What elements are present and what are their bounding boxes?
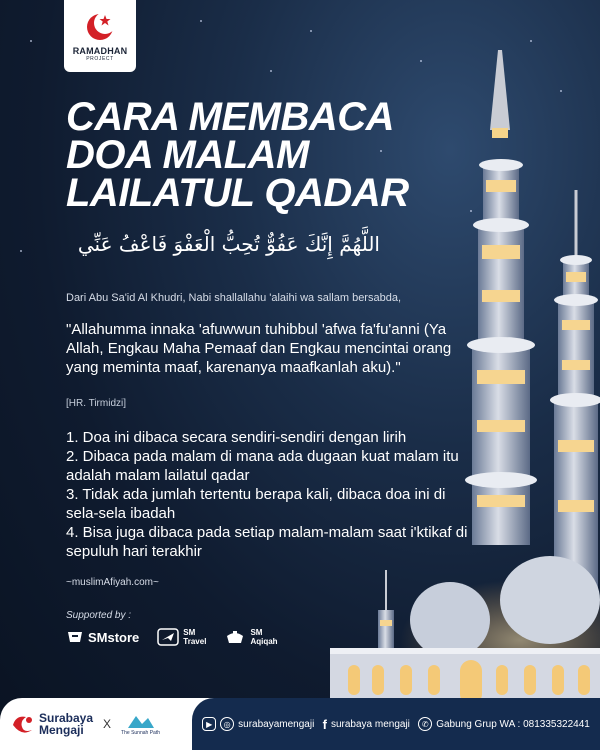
whatsapp-text: Gabung Grup WA : 081335322441 (436, 718, 590, 730)
social-handle: surabayamengaji (238, 718, 315, 730)
sponsor-name (250, 628, 277, 646)
sunnah-path-icon (126, 712, 156, 730)
surabaya-mengaji-text (39, 712, 93, 736)
social-youtube-instagram[interactable] (202, 717, 314, 731)
airplane-icon (157, 628, 179, 646)
sponsor-sm-travel[interactable] (157, 628, 206, 646)
step-item: 2. Dibaca pada malam di mana ada dugaan kuat malam itu adalah malam lailatul qadar (66, 448, 459, 484)
brand-line-2: Mengaji (39, 723, 84, 737)
surabaya-mengaji-logo[interactable] (10, 712, 93, 736)
sponsor-name-bottom: Aqiqah (250, 637, 278, 646)
whatsapp-icon: ✆ (418, 717, 432, 731)
brand-line-1: Surabaya (39, 711, 94, 725)
sponsor-smstore[interactable] (66, 630, 139, 645)
ramadhan-project-badge (64, 0, 136, 72)
pot-icon (224, 628, 246, 646)
youtube-icon: ▶ (202, 717, 216, 731)
sponsor-name-top: SM (183, 628, 196, 637)
sunnah-path-text (121, 730, 160, 736)
step-item: 4. Bisa juga dibaca pada setiap malam-malam saat i'ktikaf di sepuluh hari terakhir (66, 524, 468, 560)
hadith-source: [HR. Tirmidzi] (66, 398, 126, 409)
hadith-intro: Dari Abu Sa'id Al Khudri, Nabi shallallahu 'alaihi wa sallam bersabda, (66, 292, 402, 304)
footer-social-links (192, 698, 600, 750)
social-whatsapp[interactable] (418, 717, 590, 731)
crescent-moon-icon (83, 10, 117, 44)
partner-line-3: Path (149, 730, 160, 736)
sponsor-name-top: SM (250, 628, 263, 637)
sponsor-name: SMstore (88, 629, 140, 645)
step-item: 1. Doa ini dibaca secara sendiri-sendiri dengan lirih (66, 429, 407, 446)
footer-brands (10, 712, 160, 736)
footer-bar (0, 698, 600, 750)
partner-line-2: Sunnah (131, 730, 149, 736)
smstore-icon (66, 630, 84, 644)
step-item: 3. Tidak ada jumlah tertentu berapa kali, dibaca doa ini di sela-sela ibadah (66, 486, 446, 522)
badge-title: RAMADHAN (72, 46, 128, 56)
facebook-icon: f (322, 716, 327, 732)
instagram-icon: ◎ (220, 717, 234, 731)
supported-label: Supported by : (66, 610, 132, 621)
page-title: CARA MEMBACA DOA MALAM LAILATUL QADAR (66, 95, 409, 215)
source-site: ~muslimAfiyah.com~ (66, 577, 159, 588)
social-facebook[interactable] (323, 717, 410, 732)
facebook-handle: surabaya mengaji (330, 718, 410, 730)
brand-separator: X (103, 717, 112, 731)
surabaya-mengaji-icon (10, 713, 36, 735)
arabic-prayer: اللَّهُمَّ إِنَّكَ عَفُوٌّ تُحِبُّ الْعَفْوَ فَاعْفُ عَنِّي (77, 232, 380, 256)
sponsor-name (183, 628, 206, 646)
prayer-quote: "Allahumma innaka 'afuwwun tuhibbul 'afwa fa'fu'anni (Ya Allah, Engkau Maha Pemaaf dan Engkau mencintai orang yang meminta maaf, karenanya maafkanlah aku)." (66, 321, 452, 376)
sponsor-name-bottom: Travel (183, 637, 207, 646)
partner-line-1: The (121, 730, 130, 736)
sponsor-logos (66, 628, 278, 646)
badge-subtitle: PROJECT (86, 56, 114, 62)
steps-list (66, 428, 476, 561)
sunnah-path-logo[interactable] (121, 712, 160, 736)
sponsor-sm-aqiqah[interactable] (224, 628, 277, 646)
